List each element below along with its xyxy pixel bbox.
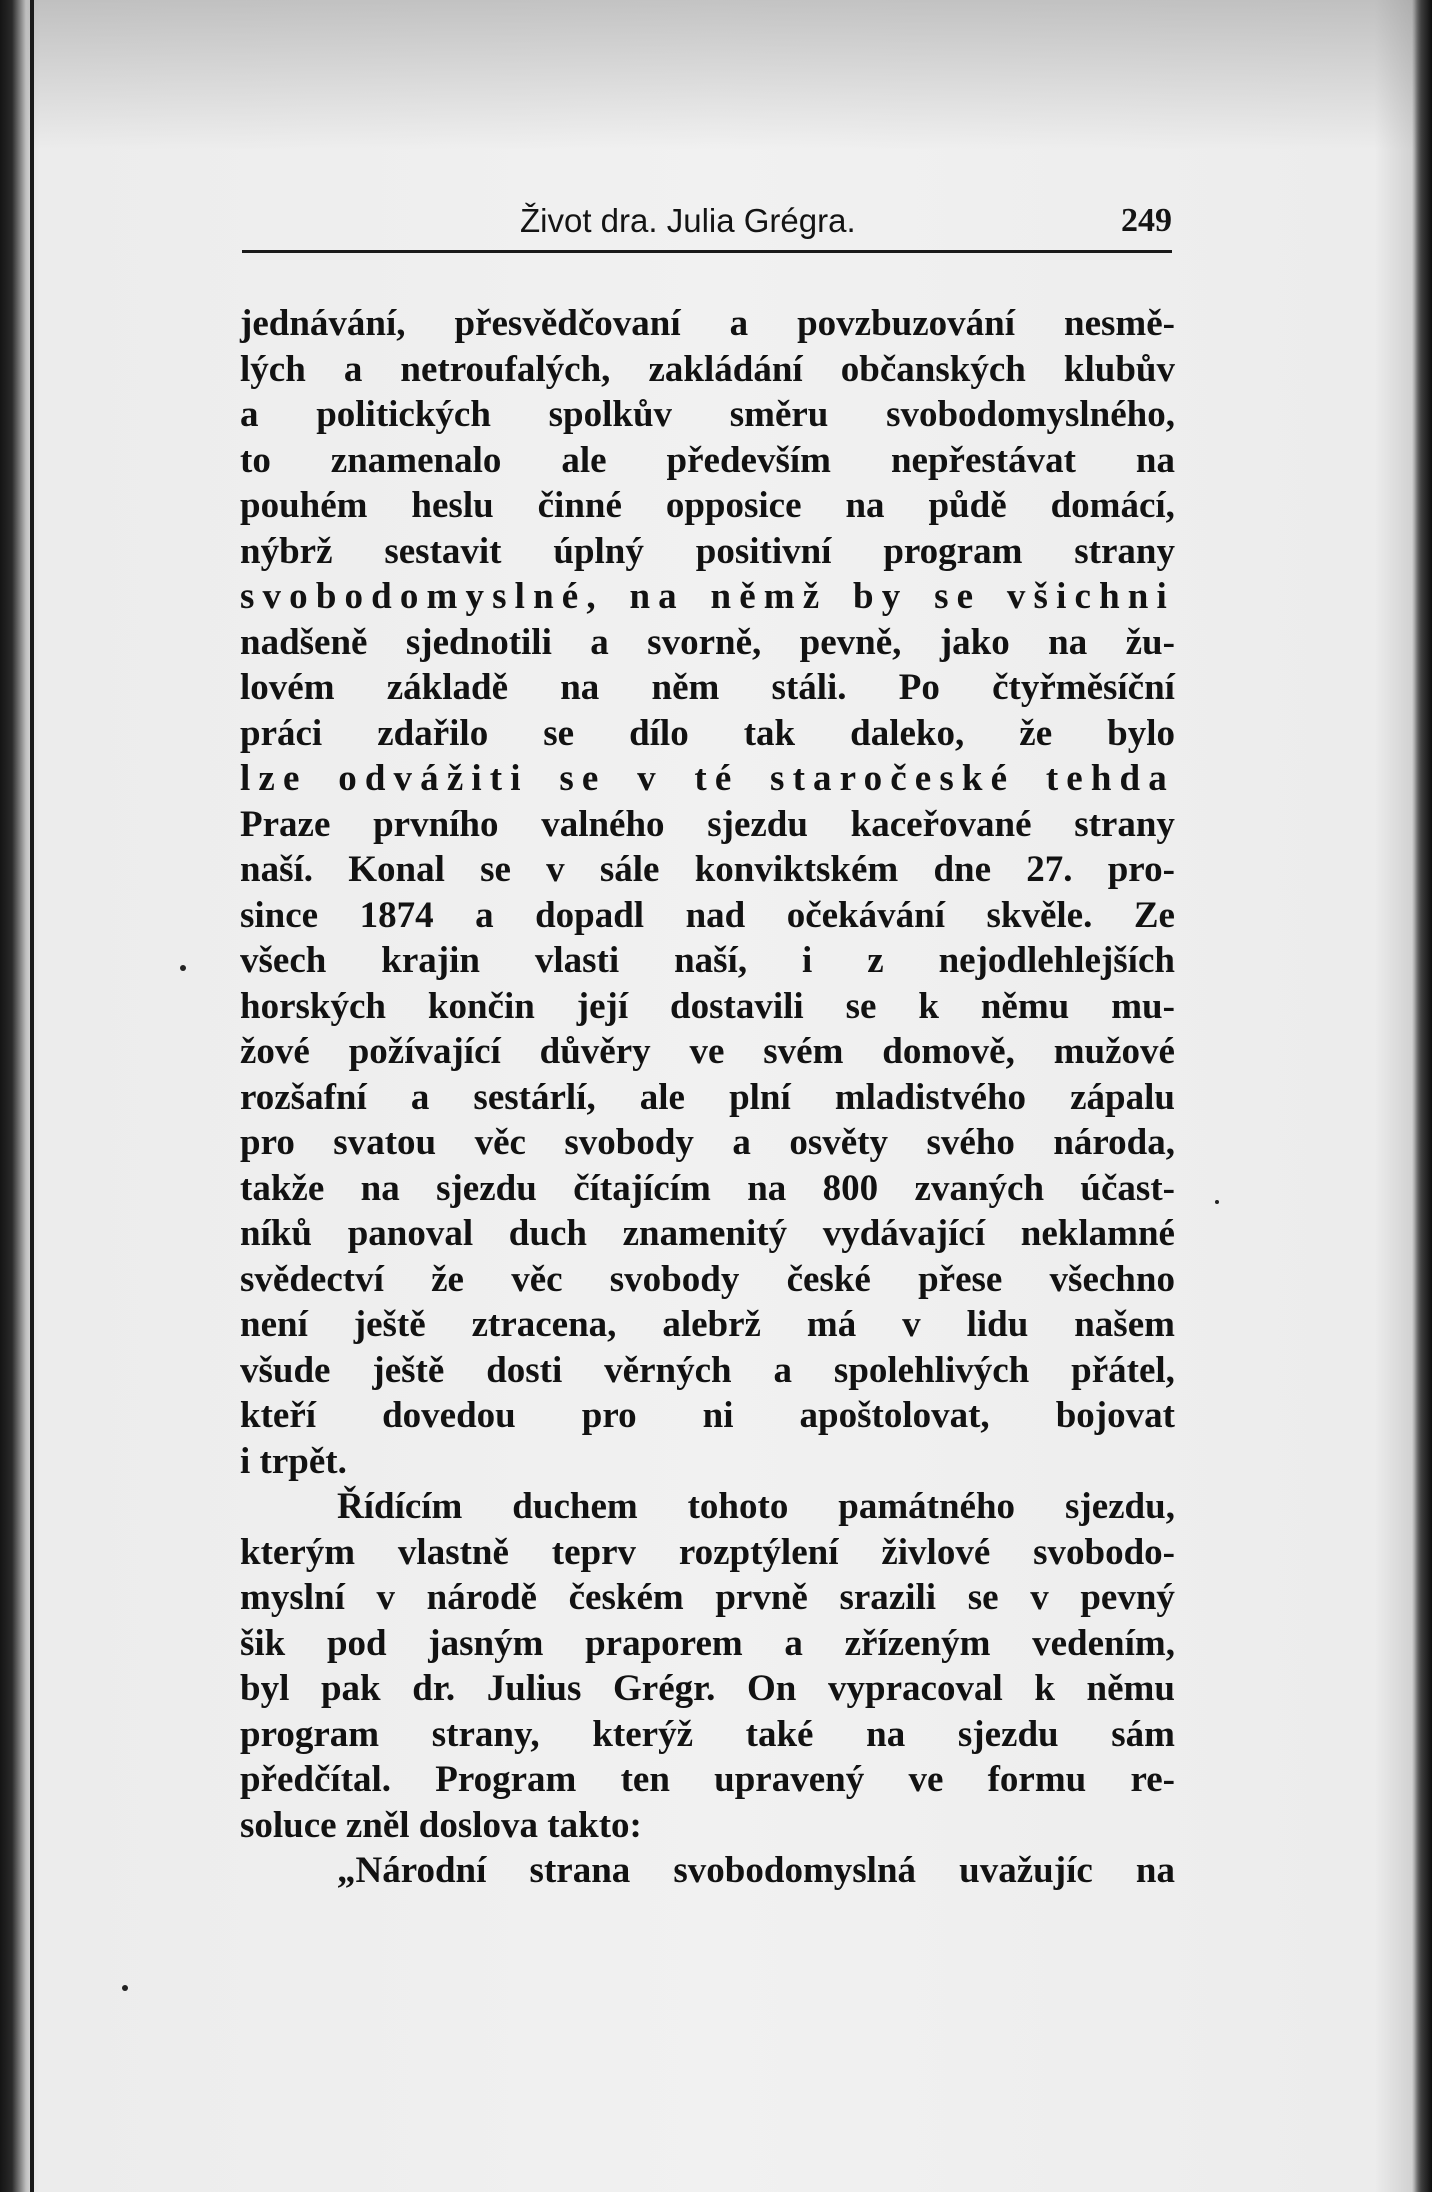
paragraph-first-line: „Národní strana svobodomyslná uvažujíc na — [337, 1850, 1175, 1891]
text-line: to znamenalo ale především nepřestávat na — [240, 439, 1175, 481]
text-line: všude ještě dosti věrných a spolehlivých přátel, — [240, 1349, 1175, 1391]
page-header — [242, 196, 1172, 246]
text-line: soluce zněl doslova takto: — [240, 1804, 642, 1846]
running-title: Život dra. Julia Grégra. — [520, 202, 856, 239]
top-shadow — [0, 0, 1432, 150]
text-line: horských končin její dostavili se k němu mu- — [240, 985, 1175, 1027]
header-rule — [242, 250, 1172, 253]
text-line: since 1874 a dopadl nad očekávání skvěle. Ze — [240, 894, 1175, 936]
text-line: nadšeně sjednotili a svorně, pevně, jako na žu- — [240, 621, 1175, 663]
text-line: kteří dovedou pro ni apoštolovat, bojovat — [240, 1395, 1175, 1436]
text-line: kterým vlastně teprv rozptýlení živlové svobodo- — [240, 1531, 1175, 1573]
text-line: předčítal. Program ten upravený ve formu re- — [240, 1759, 1175, 1800]
text-line: i trpět. — [240, 1440, 347, 1482]
text-line: myslní v národě českém prvně srazili se v pevný — [240, 1577, 1175, 1618]
text-line: nýbrž sestavit úplný positivní program strany — [240, 530, 1175, 572]
text-line: pro svatou věc svobody a osvěty svého národa, — [240, 1122, 1175, 1163]
page-right-edge — [1412, 0, 1432, 2192]
text-line: byl pak dr. Julius Grégr. On vypracoval k němu — [240, 1668, 1175, 1709]
text-line: lze odvážiti se v té staročeské tehda — [240, 758, 1175, 799]
ink-speck — [122, 1985, 128, 1991]
body-text — [240, 301, 1175, 1894]
text-line: rozšafní a sestárlí, ale plní mladistvého zápalu — [240, 1076, 1175, 1118]
text-line: lovém základě na něm stáli. Po čtyřměsíční — [240, 667, 1175, 708]
text-line: pouhém heslu činné opposice na půdě domácí, — [240, 485, 1175, 526]
paragraph-first-line: Řídícím duchem tohoto památného sjezdu, — [337, 1486, 1175, 1527]
text-line: svobodomyslné, na němž by se všichni — [240, 576, 1175, 617]
text-line: žové požívající důvěry ve svém domově, mužové — [240, 1031, 1175, 1072]
page-number: 249 — [1121, 202, 1172, 239]
text-line: práci zdařilo se dílo tak daleko, že bylo — [240, 712, 1175, 754]
text-line: není ještě ztracena, alebrž má v lidu našem — [240, 1304, 1175, 1345]
text-line: a politických spolkův směru svobodomyslného, — [240, 394, 1175, 435]
text-line: naší. Konal se v sále konviktském dne 27. pro- — [240, 849, 1175, 890]
text-line: jednávání, přesvědčovaní a povzbuzování nesmě- — [240, 303, 1175, 344]
text-line: svědectví že věc svobody české přese všechno — [240, 1258, 1175, 1300]
text-line: šik pod jasným praporem a zřízeným vedením, — [240, 1622, 1175, 1664]
page-binding-edge — [0, 0, 34, 2192]
ink-speck — [1215, 1200, 1219, 1204]
ink-speck — [180, 965, 186, 971]
text-line: lých a netroufalých, zakládání občanských klubův — [240, 348, 1175, 390]
text-line: všech krajin vlasti naší, i z nejodlehlejších — [240, 940, 1175, 981]
text-line: takže na sjezdu čítajícím na 800 zvaných účast- — [240, 1167, 1175, 1209]
text-line: níků panoval duch znamenitý vydávající neklamné — [240, 1213, 1175, 1254]
text-line: program strany, kterýž také na sjezdu sám — [240, 1713, 1175, 1755]
text-line: Praze prvního valného sjezdu kaceřované strany — [240, 803, 1175, 845]
